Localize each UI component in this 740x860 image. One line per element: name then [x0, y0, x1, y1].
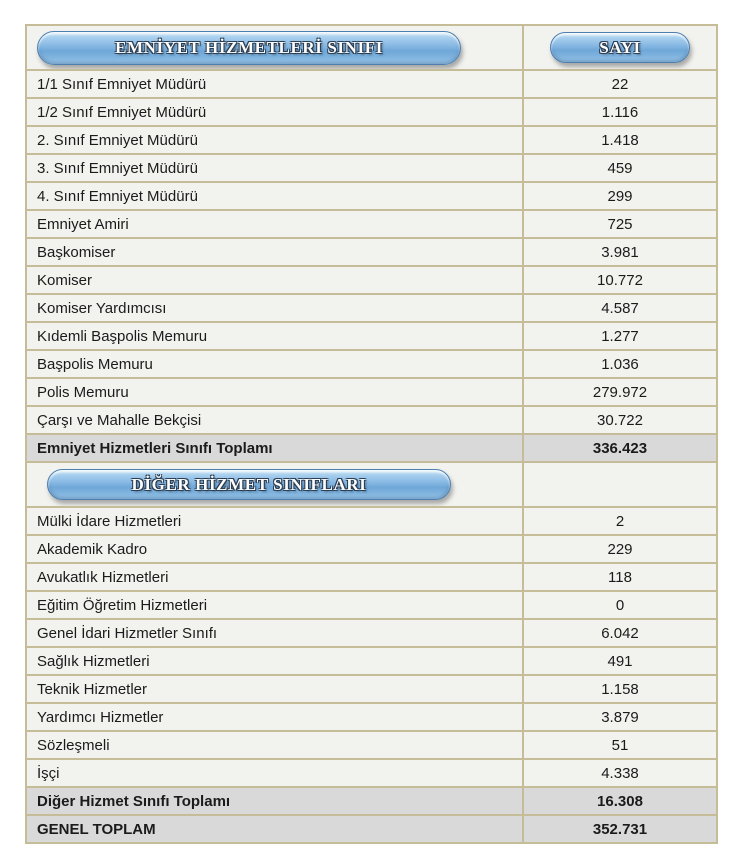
row-value: 1.116 — [523, 98, 717, 126]
row-value: 1.158 — [523, 675, 717, 703]
table-row — [26, 591, 717, 619]
row-label: Mülki İdare Hizmetleri — [26, 507, 523, 535]
row-label: Çarşı ve Mahalle Bekçisi — [26, 406, 523, 434]
row-label: Eğitim Öğretim Hizmetleri — [26, 591, 523, 619]
row-value: 491 — [523, 647, 717, 675]
row-value: 6.042 — [523, 619, 717, 647]
row-value: 1.418 — [523, 126, 717, 154]
table-row — [26, 507, 717, 535]
table-row — [26, 322, 717, 350]
column-header-sayi-button[interactable]: SAYI — [550, 32, 690, 63]
row-value: 459 — [523, 154, 717, 182]
personnel-table-container — [25, 24, 718, 844]
section-2-header — [26, 462, 717, 507]
row-label: 3. Sınıf Emniyet Müdürü — [26, 154, 523, 182]
table-row — [26, 266, 717, 294]
row-label: 1/1 Sınıf Emniyet Müdürü — [26, 70, 523, 98]
section-header-cell — [26, 25, 523, 70]
row-value: 352.731 — [523, 815, 717, 843]
row-label: Başkomiser — [26, 238, 523, 266]
row-value: 725 — [523, 210, 717, 238]
table-row — [26, 406, 717, 434]
row-label: Sağlık Hizmetleri — [26, 647, 523, 675]
table-row — [26, 619, 717, 647]
personnel-table — [25, 24, 718, 844]
row-value: 30.722 — [523, 406, 717, 434]
row-value: 16.308 — [523, 787, 717, 815]
row-value: 4.587 — [523, 294, 717, 322]
row-value: 229 — [523, 535, 717, 563]
row-label: Avukatlık Hizmetleri — [26, 563, 523, 591]
row-label: Emniyet Hizmetleri Sınıfı Toplamı — [26, 434, 523, 462]
table-row — [26, 126, 717, 154]
total-row-section-1 — [26, 434, 717, 462]
row-value: 51 — [523, 731, 717, 759]
section-1-rows — [26, 70, 717, 462]
row-label: Genel İdari Hizmetler Sınıfı — [26, 619, 523, 647]
row-value: 0 — [523, 591, 717, 619]
row-value: 4.338 — [523, 759, 717, 787]
row-label: Başpolis Memuru — [26, 350, 523, 378]
row-value: 3.879 — [523, 703, 717, 731]
table-row — [26, 563, 717, 591]
table-row — [26, 210, 717, 238]
table-header-row — [26, 25, 717, 70]
row-label: İşçi — [26, 759, 523, 787]
table-row — [26, 350, 717, 378]
row-label: 2. Sınıf Emniyet Müdürü — [26, 126, 523, 154]
row-value: 299 — [523, 182, 717, 210]
section-header-cell — [26, 462, 523, 507]
row-label: Sözleşmeli — [26, 731, 523, 759]
row-label: Diğer Hizmet Sınıfı Toplamı — [26, 787, 523, 815]
row-label: GENEL TOPLAM — [26, 815, 523, 843]
row-label: Akademik Kadro — [26, 535, 523, 563]
row-label: Kıdemli Başpolis Memuru — [26, 322, 523, 350]
row-value: 22 — [523, 70, 717, 98]
table-row — [26, 703, 717, 731]
row-label: Polis Memuru — [26, 378, 523, 406]
row-label: Emniyet Amiri — [26, 210, 523, 238]
table-row — [26, 70, 717, 98]
table-row — [26, 675, 717, 703]
row-value: 118 — [523, 563, 717, 591]
table-row — [26, 647, 717, 675]
row-value: 1.036 — [523, 350, 717, 378]
row-label: Komiser Yardımcısı — [26, 294, 523, 322]
table-row — [26, 294, 717, 322]
table-row — [26, 98, 717, 126]
table-row — [26, 759, 717, 787]
table-row — [26, 154, 717, 182]
row-label: 4. Sınıf Emniyet Müdürü — [26, 182, 523, 210]
section-header-diger-button[interactable]: DİĞER HİZMET SINIFLARI — [47, 469, 451, 500]
table-row — [26, 182, 717, 210]
section-1-header — [26, 25, 717, 70]
row-value: 10.772 — [523, 266, 717, 294]
row-label: Teknik Hizmetler — [26, 675, 523, 703]
table-row — [26, 378, 717, 406]
row-value: 279.972 — [523, 378, 717, 406]
row-value: 3.981 — [523, 238, 717, 266]
table-header-row — [26, 462, 717, 507]
table-row — [26, 238, 717, 266]
grand-total-section — [26, 815, 717, 843]
row-value: 2 — [523, 507, 717, 535]
row-label: Yardımcı Hizmetler — [26, 703, 523, 731]
table-row — [26, 535, 717, 563]
section-2-rows — [26, 507, 717, 815]
total-row-grand — [26, 815, 717, 843]
value-header-cell — [523, 25, 717, 70]
row-value: 1.277 — [523, 322, 717, 350]
row-label: Komiser — [26, 266, 523, 294]
total-row-section-2 — [26, 787, 717, 815]
empty-header-cell — [523, 462, 717, 507]
row-value: 336.423 — [523, 434, 717, 462]
section-header-emniyet-button[interactable]: EMNİYET HİZMETLERİ SINIFI — [37, 31, 461, 65]
row-label: 1/2 Sınıf Emniyet Müdürü — [26, 98, 523, 126]
table-row — [26, 731, 717, 759]
